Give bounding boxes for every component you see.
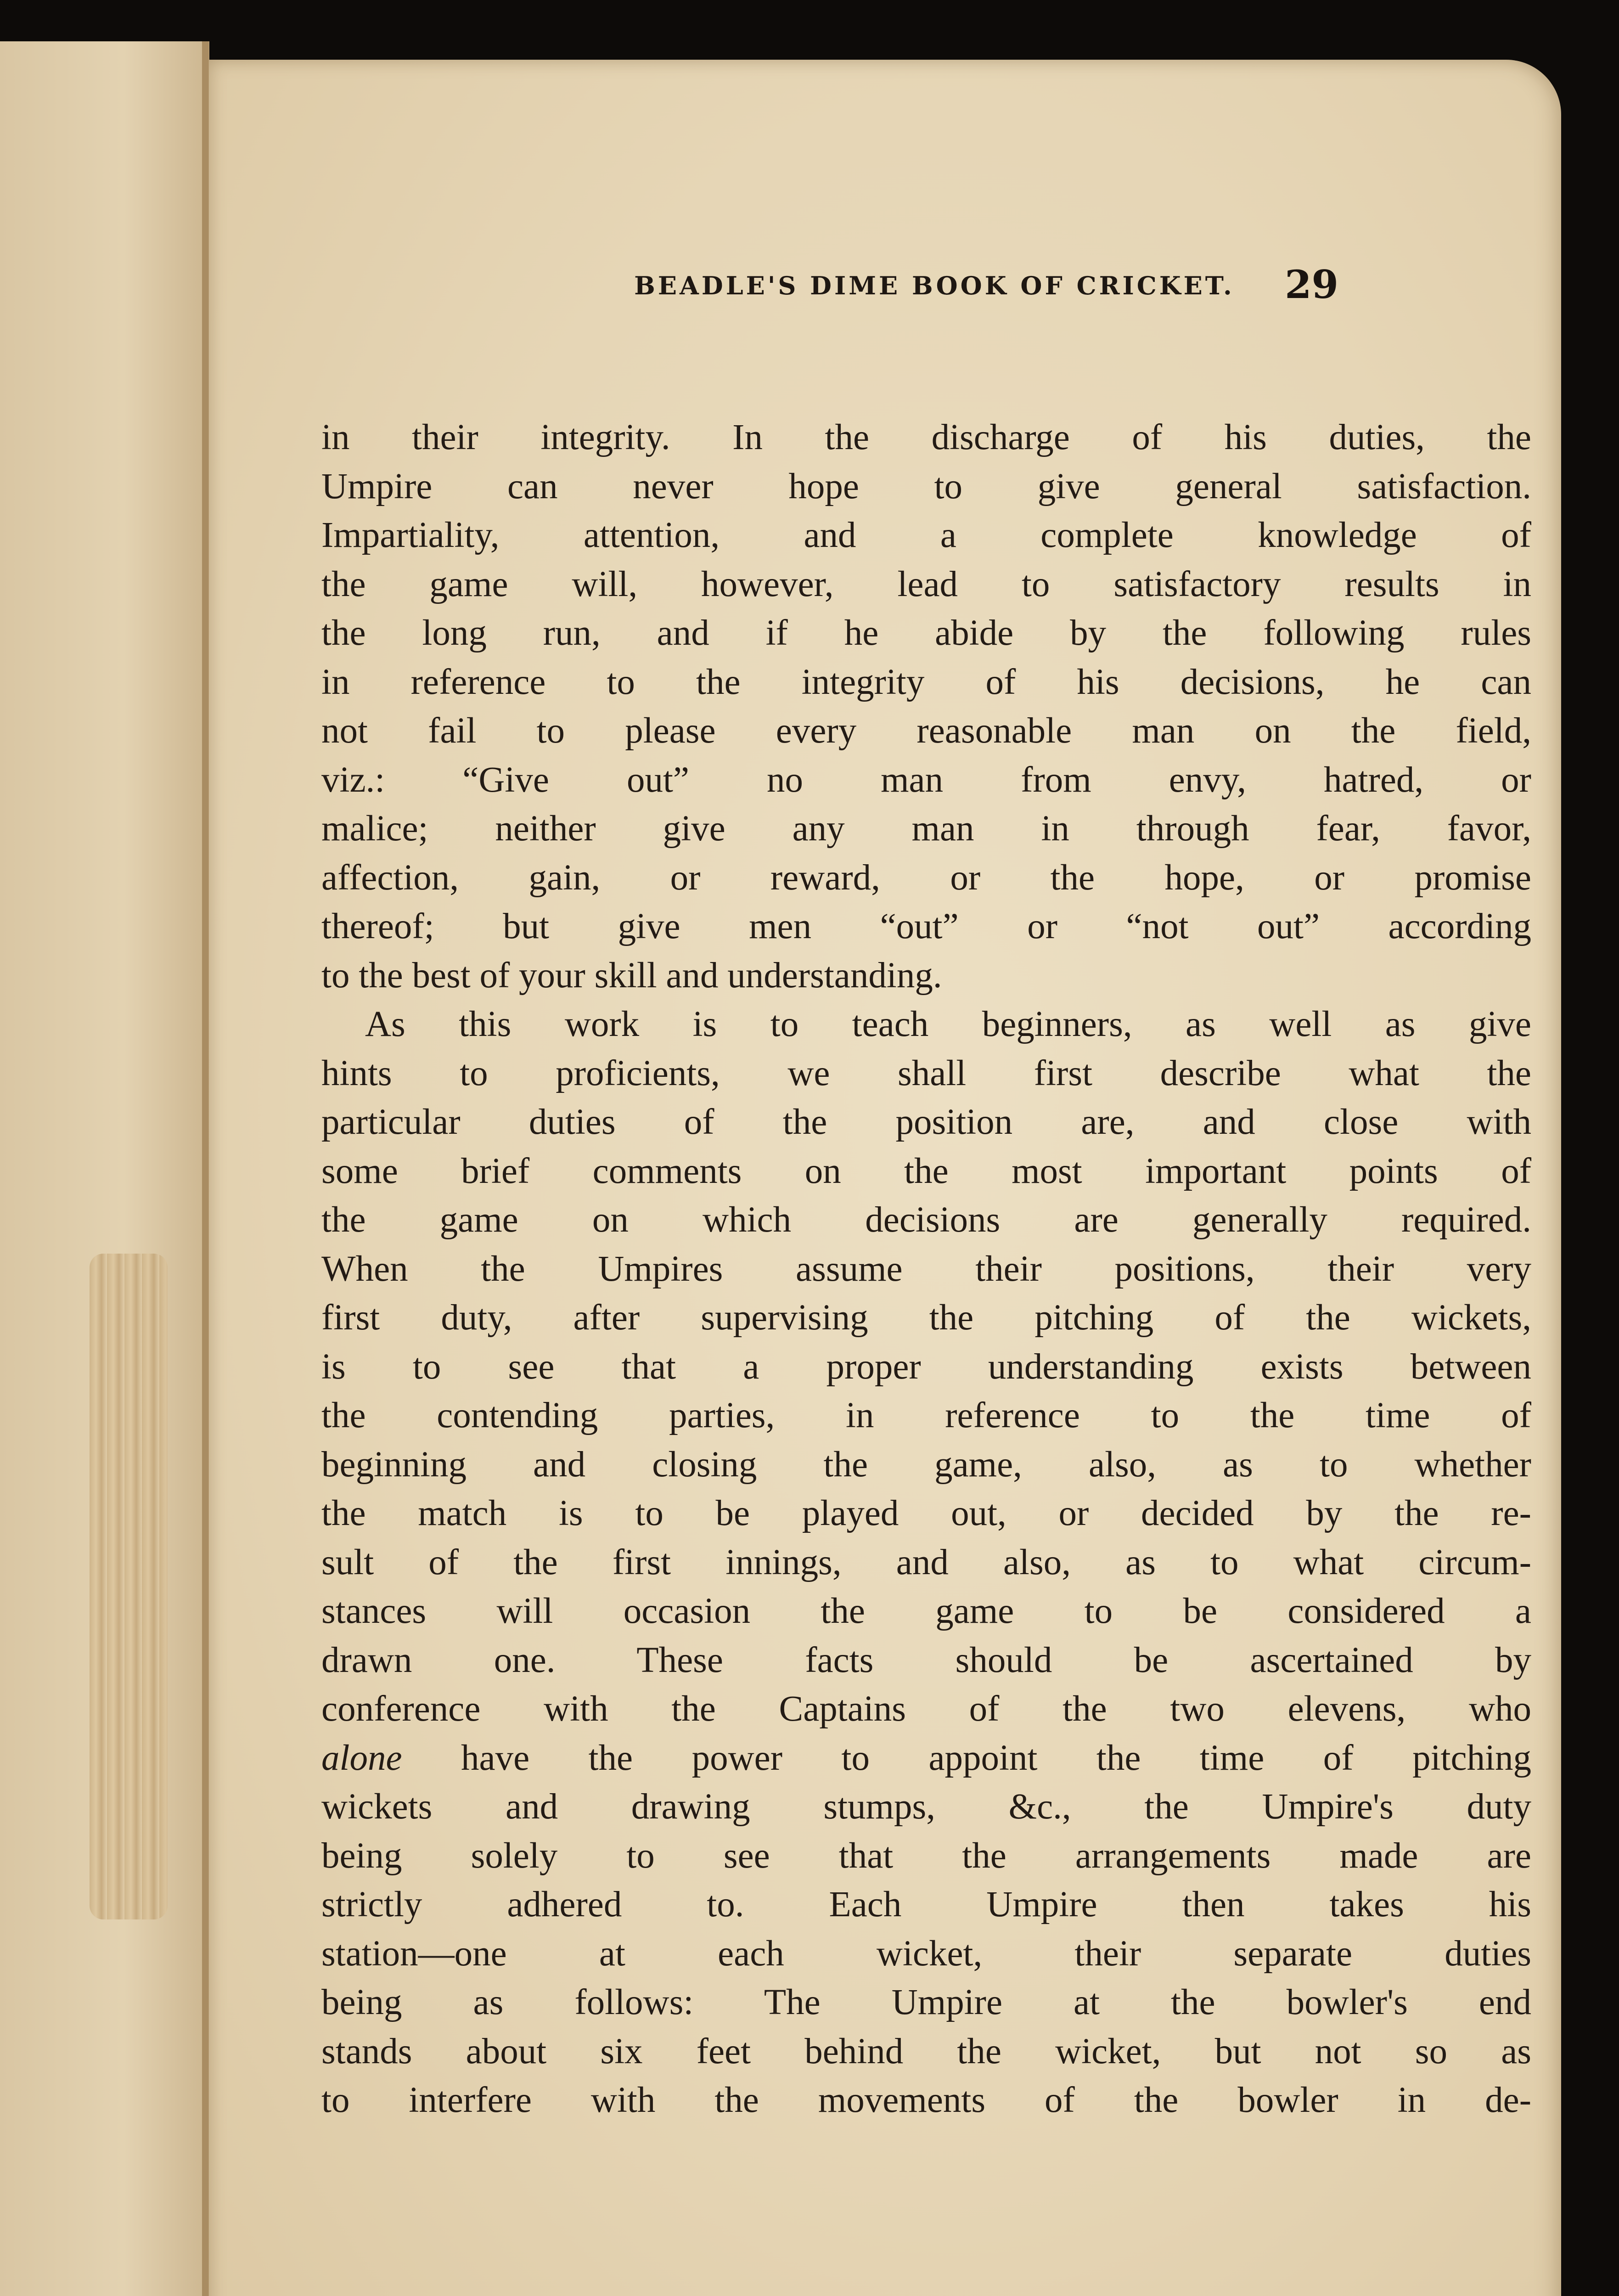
text-line: sult of the first innings, and also, as to what circum-: [321, 1542, 1531, 1582]
text-line: some brief comments on the most important points of: [321, 1151, 1531, 1191]
body-text: [321, 413, 1531, 2125]
text-line: the match is to be played out, or decided by the re-: [321, 1493, 1531, 1533]
text-line: being solely to see that the arrangements made are: [321, 1835, 1531, 1876]
binding-fold: [202, 41, 208, 2296]
text-line: the game will, however, lead to satisfactory results in: [321, 564, 1531, 604]
text-line: in reference to the integrity of his decisions, he can: [321, 662, 1531, 702]
text-line: station—one at each wicket, their separate duties: [321, 1933, 1531, 1974]
text-line: first duty, after supervising the pitching of the wickets,: [321, 1298, 1531, 1338]
text-line: hints to proficients, we shall first describe what the: [321, 1053, 1531, 1093]
text-line: not fail to please every reasonable man on the field,: [321, 711, 1531, 751]
text-line: As this work is to teach beginners, as well as give: [365, 1004, 1531, 1044]
text-line: beginning and closing the game, also, as to whether: [321, 1444, 1531, 1485]
text-line: Impartiality, attention, and a complete knowledge of: [321, 515, 1531, 555]
page-header: [209, 262, 1561, 312]
text-line-with-italic: [321, 1734, 1531, 1783]
running-head: BEADLE'S DIME BOOK OF CRICKET.: [634, 271, 1235, 300]
text-line: particular duties of the position are, and close with: [321, 1102, 1531, 1142]
text-line: thereof; but give men “out” or “not out” according: [321, 906, 1531, 946]
book-page: [209, 60, 1561, 2296]
page-wear-mark: [90, 1254, 168, 1919]
text-line: wickets and drawing stumps, &c., the Umpire's duty: [321, 1787, 1531, 1827]
text-line: being as follows: The Umpire at the bowler's end: [321, 1982, 1531, 2022]
text-line: the long run, and if he abide by the following rules: [321, 613, 1531, 653]
text-line: Umpire can never hope to give general satisfaction.: [321, 466, 1531, 506]
italic-word: alone: [321, 1738, 402, 1778]
text-line: to interfere with the movements of the bowler in de-: [321, 2080, 1531, 2120]
text-line: strictly adhered to. Each Umpire then takes his: [321, 1885, 1531, 1925]
text-line: conference with the Captains of the two elevens, who: [321, 1689, 1531, 1729]
page-number: 29: [1285, 262, 1338, 307]
text-line: affection, gain, or reward, or the hope, or promise: [321, 857, 1531, 898]
text-line: malice; neither give any man in through fear, favor,: [321, 809, 1531, 849]
text-line: stands about six feet behind the wicket, but not so as: [321, 2031, 1531, 2071]
text-line: stances will occasion the game to be considered a: [321, 1591, 1531, 1631]
text-line: When the Umpires assume their positions, their very: [321, 1249, 1531, 1289]
text-line: is to see that a proper understanding exists between: [321, 1346, 1531, 1387]
text-line: in their integrity. In the discharge of his duties, the: [321, 417, 1531, 457]
text-line: viz.: “Give out” no man from envy, hatred, or: [321, 760, 1531, 800]
text-line: the game on which decisions are generally required.: [321, 1200, 1531, 1240]
text-line-rest: have the power to appoint the time of pitching: [461, 1738, 1531, 1778]
text-line: drawn one. These facts should be ascertained by: [321, 1640, 1531, 1680]
previous-page-edge: [0, 41, 209, 2296]
text-line: the contending parties, in reference to the time of: [321, 1396, 1531, 1435]
text-line: to the best of your skill and understanding.: [321, 955, 942, 996]
